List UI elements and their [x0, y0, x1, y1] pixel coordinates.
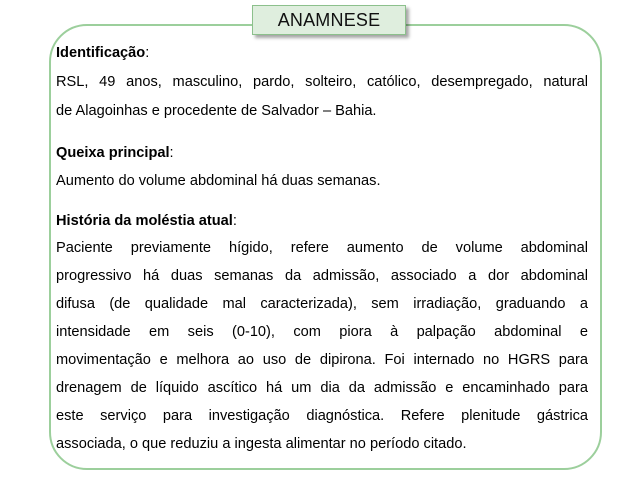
historia-heading	[56, 208, 588, 235]
queixa-heading-text: Queixa principal	[56, 145, 170, 161]
historia-body	[56, 234, 588, 458]
identificacao-heading-text: Identificação	[56, 45, 146, 61]
historia-line: este serviço para investigação diagnóstica. Refere plenitude gástrica	[56, 408, 588, 424]
queixa-line-1: Aumento do volume abdominal há duas semanas.	[56, 173, 381, 189]
historia-heading-colon: :	[232, 213, 237, 229]
identificacao-line-2: de Alagoinhas e procedente de Salvador – Bahia.	[56, 103, 377, 119]
queixa-heading	[56, 140, 588, 167]
slide-title-text: ANAMNESE	[277, 9, 381, 30]
identificacao-line-1: RSL, 49 anos, masculino, pardo, solteiro, católico, desempregado, natural	[56, 74, 588, 90]
historia-line: progressivo há duas semanas da admissão, associado a dor abdominal	[56, 268, 588, 284]
historia-line: intensidade em seis (0-10), com piora à palpação abdominal e	[56, 324, 588, 340]
historia-line: Paciente previamente hígido, refere aumento de volume abdominal	[56, 240, 588, 256]
historia-line: associada, o que reduziu a ingesta alimentar no período citado.	[56, 436, 467, 452]
historia-line: difusa (de qualidade mal caracterizada), sem irradiação, graduando a	[56, 296, 588, 312]
historia-line: drenagem de líquido ascítico há um dia da admissão e encaminhado para	[56, 380, 588, 396]
queixa-heading-colon: :	[169, 145, 174, 161]
historia-line: movimentação e melhora ao uso de dipirona. Foi internado no HGRS para	[56, 352, 588, 368]
slide-title	[252, 5, 406, 35]
historia-heading-text: História da moléstia atual	[56, 213, 233, 229]
identificacao-heading	[56, 40, 588, 67]
identificacao-heading-colon: :	[145, 45, 150, 61]
